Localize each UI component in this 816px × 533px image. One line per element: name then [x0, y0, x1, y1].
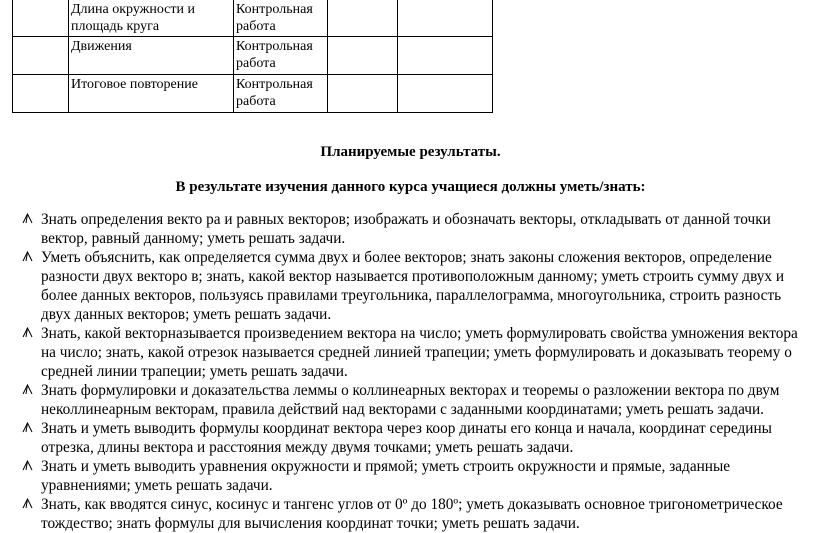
- topic-line: площадь круга: [71, 19, 160, 34]
- section-subheading: В результате изучения данного курса учащиеся должны уметь/знать:: [175, 179, 646, 195]
- control-line: Контрольная: [236, 2, 313, 17]
- list-item-line: на число; знать, какой отрезок называется средней линией трапеции; уметь формулировать и доказывать теорему о: [41, 344, 792, 361]
- triangle-bullet-icon: [22, 213, 33, 224]
- control-line: работа: [236, 19, 276, 34]
- table-cell-empty: [398, 37, 493, 75]
- table-cell-empty: [328, 0, 398, 37]
- table-cell-control: [234, 37, 328, 75]
- triangle-bullet-icon: [22, 460, 33, 471]
- topic-line: Движения: [71, 39, 132, 54]
- table-cell-number: [13, 75, 69, 113]
- triangle-bullet-icon: [22, 384, 33, 395]
- table-row: [13, 0, 493, 37]
- list-item-line: двух данных векторов; уметь решать задачи.: [41, 306, 332, 323]
- list-item-line: Знать, как вводятся синус, косинус и тангенс углов от 0º до 180º; уметь доказывать основное тригонометрическое: [41, 496, 783, 513]
- list-item-line: Знать и уметь выводить уравнения окружности и прямой; уметь строить окружности и прямые, заданные: [41, 458, 731, 475]
- table-cell-empty: [328, 37, 398, 75]
- list-item: [0, 419, 816, 457]
- list-item: [0, 457, 816, 495]
- triangle-bullet-icon: [22, 422, 33, 433]
- list-item: [0, 324, 816, 381]
- list-item-line: Уметь объяснить, как определяется сумма двух и более векторов; знать законы сложения векторов, определение: [41, 249, 772, 266]
- table-cell-topic: [69, 37, 234, 75]
- table-row: [13, 37, 493, 75]
- table-cell-empty: [398, 75, 493, 113]
- list-item-line: Знать и уметь выводить формулы координат вектора через коор динаты его конца и начала, координат середины: [41, 420, 772, 437]
- list-item-line: вектор, равный данному; уметь решать задачи.: [41, 230, 346, 247]
- plan-table: [12, 0, 493, 113]
- triangle-bullet-icon: [22, 498, 33, 509]
- list-item-line: средней линии трапеции; уметь решать задачи.: [41, 363, 348, 380]
- topic-line: Итоговое повторение: [71, 77, 198, 92]
- triangle-bullet-icon: [22, 327, 33, 338]
- table-cell-topic: [69, 0, 234, 37]
- table-row: [13, 75, 493, 113]
- list-item-line: разности двух векторо в; знать, какой вектор называется противоположным данному; уметь строить сумму двух и: [41, 268, 785, 285]
- table-cell-empty: [328, 75, 398, 113]
- list-item-line: уравнениями; уметь решать задачи.: [41, 477, 273, 494]
- list-item-line: более данных векторов, пользуясь правилами треугольника, параллелограмма, многоугольника, строить разность: [41, 287, 782, 304]
- control-line: работа: [236, 56, 276, 71]
- list-item-line: отрезка, длины вектора и расстояния между двумя точками; уметь решать задачи.: [41, 439, 574, 456]
- control-line: Контрольная: [236, 77, 313, 92]
- triangle-bullet-icon: [22, 251, 33, 262]
- list-item-line: Знать, какой векторназывается произведением вектора на число; уметь формулировать свойства умножения вектора: [41, 325, 798, 342]
- list-item: [0, 210, 816, 248]
- table-cell-control: [234, 0, 328, 37]
- control-line: Контрольная: [236, 39, 313, 54]
- control-line: работа: [236, 94, 276, 109]
- list-item: [0, 248, 816, 324]
- table-cell-control: [234, 75, 328, 113]
- list-item-line: неколлинеарным векторам, правила действий над векторами с заданными координатами; уметь решать задачи.: [41, 401, 764, 418]
- table-cell-number: [13, 37, 69, 75]
- table-cell-number: [13, 0, 69, 37]
- list-item-line: тождество; знать формулы для вычисления координат точки; уметь решать задачи.: [41, 515, 580, 532]
- table-cell-empty: [398, 0, 493, 37]
- results-list: [0, 210, 816, 533]
- list-item-line: Знать определения векто ра и равных векторов; изображать и обозначать векторы, откладывать от данной точки: [41, 211, 771, 228]
- list-item: [0, 495, 816, 533]
- list-item: [0, 381, 816, 419]
- topic-line: Длина окружности и: [71, 2, 195, 17]
- section-heading: Планируемые результаты.: [320, 144, 501, 160]
- list-item-line: Знать формулировки и доказательства леммы о коллинеарных векторах и теоремы о разложении вектора по двум: [41, 382, 780, 399]
- table-cell-topic: [69, 75, 234, 113]
